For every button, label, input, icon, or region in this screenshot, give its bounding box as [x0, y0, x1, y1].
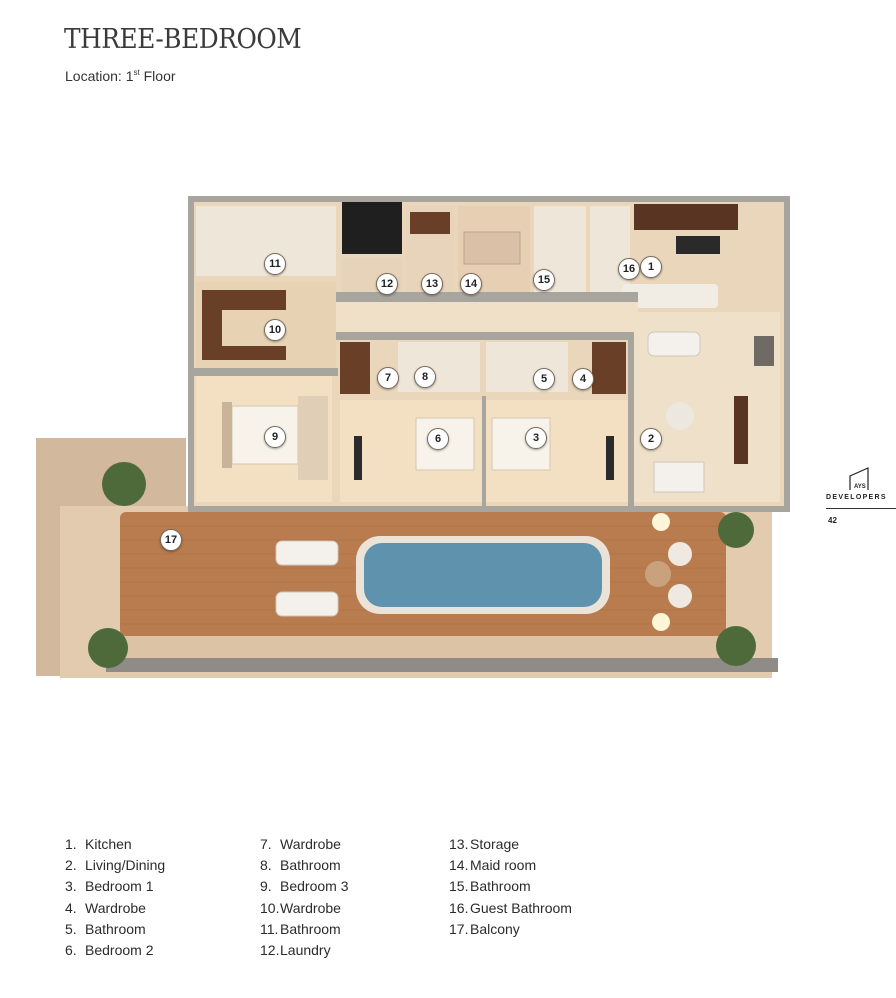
legend-item: 7. Wardrobe: [260, 836, 341, 852]
balcony-chair-2: [668, 584, 692, 608]
plant-1: [102, 462, 146, 506]
wall-art: [754, 336, 774, 366]
legend-column-2: [260, 835, 348, 962]
kitchen-cooktop: [676, 236, 720, 254]
living-sofa: [654, 462, 704, 492]
legend-item: 3. Bedroom 1: [65, 878, 154, 895]
svg-text:AYS: AYS: [854, 484, 866, 490]
room-marker: 11: [264, 253, 286, 275]
kitchen-counter-top: [634, 204, 738, 230]
balcony-chair-1: [668, 542, 692, 566]
legend-item: 17. Balcony: [449, 920, 520, 937]
living-partition: [628, 332, 634, 506]
legend-item: 2. Living/Dining: [65, 857, 166, 874]
balcony-glass-railing: [106, 658, 778, 672]
bathroom-8-floor: [398, 342, 480, 392]
legend-item: 14. Maid room: [449, 857, 537, 874]
legend-column-1: [65, 835, 165, 962]
brand-divider: [826, 508, 896, 509]
wardrobe-7-cabinet: [340, 342, 370, 394]
legend-item: 12.Laundry: [260, 941, 331, 958]
brand-name: DEVELOPERS: [826, 494, 887, 501]
page-title: THREE-BEDROOM: [64, 24, 302, 55]
page-number: 42: [828, 516, 837, 525]
room-marker: 7: [377, 367, 399, 389]
legend-item: 6. Bedroom 2: [65, 941, 154, 958]
room-marker: 5: [533, 368, 555, 390]
dining-table: [648, 332, 700, 356]
room-marker: 6: [427, 428, 449, 450]
room-marker: 10: [264, 319, 286, 341]
location-label: Location: 1st Floor: [65, 68, 176, 84]
legend-item: 4. Wardrobe: [65, 899, 146, 916]
legend-item: 11. Bathroom: [260, 920, 341, 937]
storage-shelf: [410, 212, 450, 234]
legend-item: 5. Bathroom: [65, 920, 146, 937]
legend-column-3: [449, 835, 572, 941]
wardrobe-4-cabinet: [592, 342, 626, 394]
floor-plan-illustration: [36, 196, 796, 682]
bathroom-5-floor: [486, 342, 568, 392]
legend-item: 8. Bathroom: [260, 857, 341, 874]
legend-item: 15. Bathroom: [449, 878, 531, 895]
bedroom-2-tv: [354, 436, 362, 480]
brand-logo-icon: [848, 466, 872, 492]
legend-item: 10.Wardrobe: [260, 899, 341, 916]
legend-item: 13. Storage: [449, 836, 520, 852]
lounger-2: [276, 592, 338, 616]
room-marker: 2: [640, 428, 662, 450]
balcony-lamp-1: [652, 513, 670, 531]
room-marker: 4: [572, 368, 594, 390]
plant-2: [88, 628, 128, 668]
room-marker: 12: [376, 273, 398, 295]
corridor-wall-top: [334, 292, 638, 302]
bedroom-1-tv: [606, 436, 614, 480]
pool-water: [364, 543, 602, 607]
legend-item: 16. Guest Bathroom: [449, 899, 572, 916]
bedroom-partition: [482, 396, 486, 506]
plant-3: [718, 512, 754, 548]
lounger-1: [276, 541, 338, 565]
wall-w10: [188, 368, 338, 376]
maid-bed: [464, 232, 520, 264]
balcony-edge: [120, 636, 726, 658]
room-marker: 8: [414, 366, 436, 388]
corridor-floor: [334, 302, 638, 332]
legend-item: 9. Bedroom 3: [260, 878, 349, 895]
room-marker: 15: [533, 269, 555, 291]
bedroom-3-rug: [298, 396, 328, 480]
room-marker: 17: [160, 529, 182, 551]
room-marker: 14: [460, 273, 482, 295]
balcony-table: [645, 561, 671, 587]
plant-4: [716, 626, 756, 666]
legend-item: 1. Kitchen: [65, 836, 132, 852]
shaft: [342, 202, 402, 254]
bedroom-3-headboard: [222, 402, 232, 468]
room-marker: 13: [421, 273, 443, 295]
room-marker: 9: [264, 426, 286, 448]
room-marker: 3: [525, 427, 547, 449]
balcony-lamp-2: [652, 613, 670, 631]
room-marker: 16: [618, 258, 640, 280]
coffee-table: [666, 402, 694, 430]
room-marker: 1: [640, 256, 662, 278]
tv-unit: [734, 396, 748, 464]
corridor-wall-bottom: [334, 332, 638, 340]
